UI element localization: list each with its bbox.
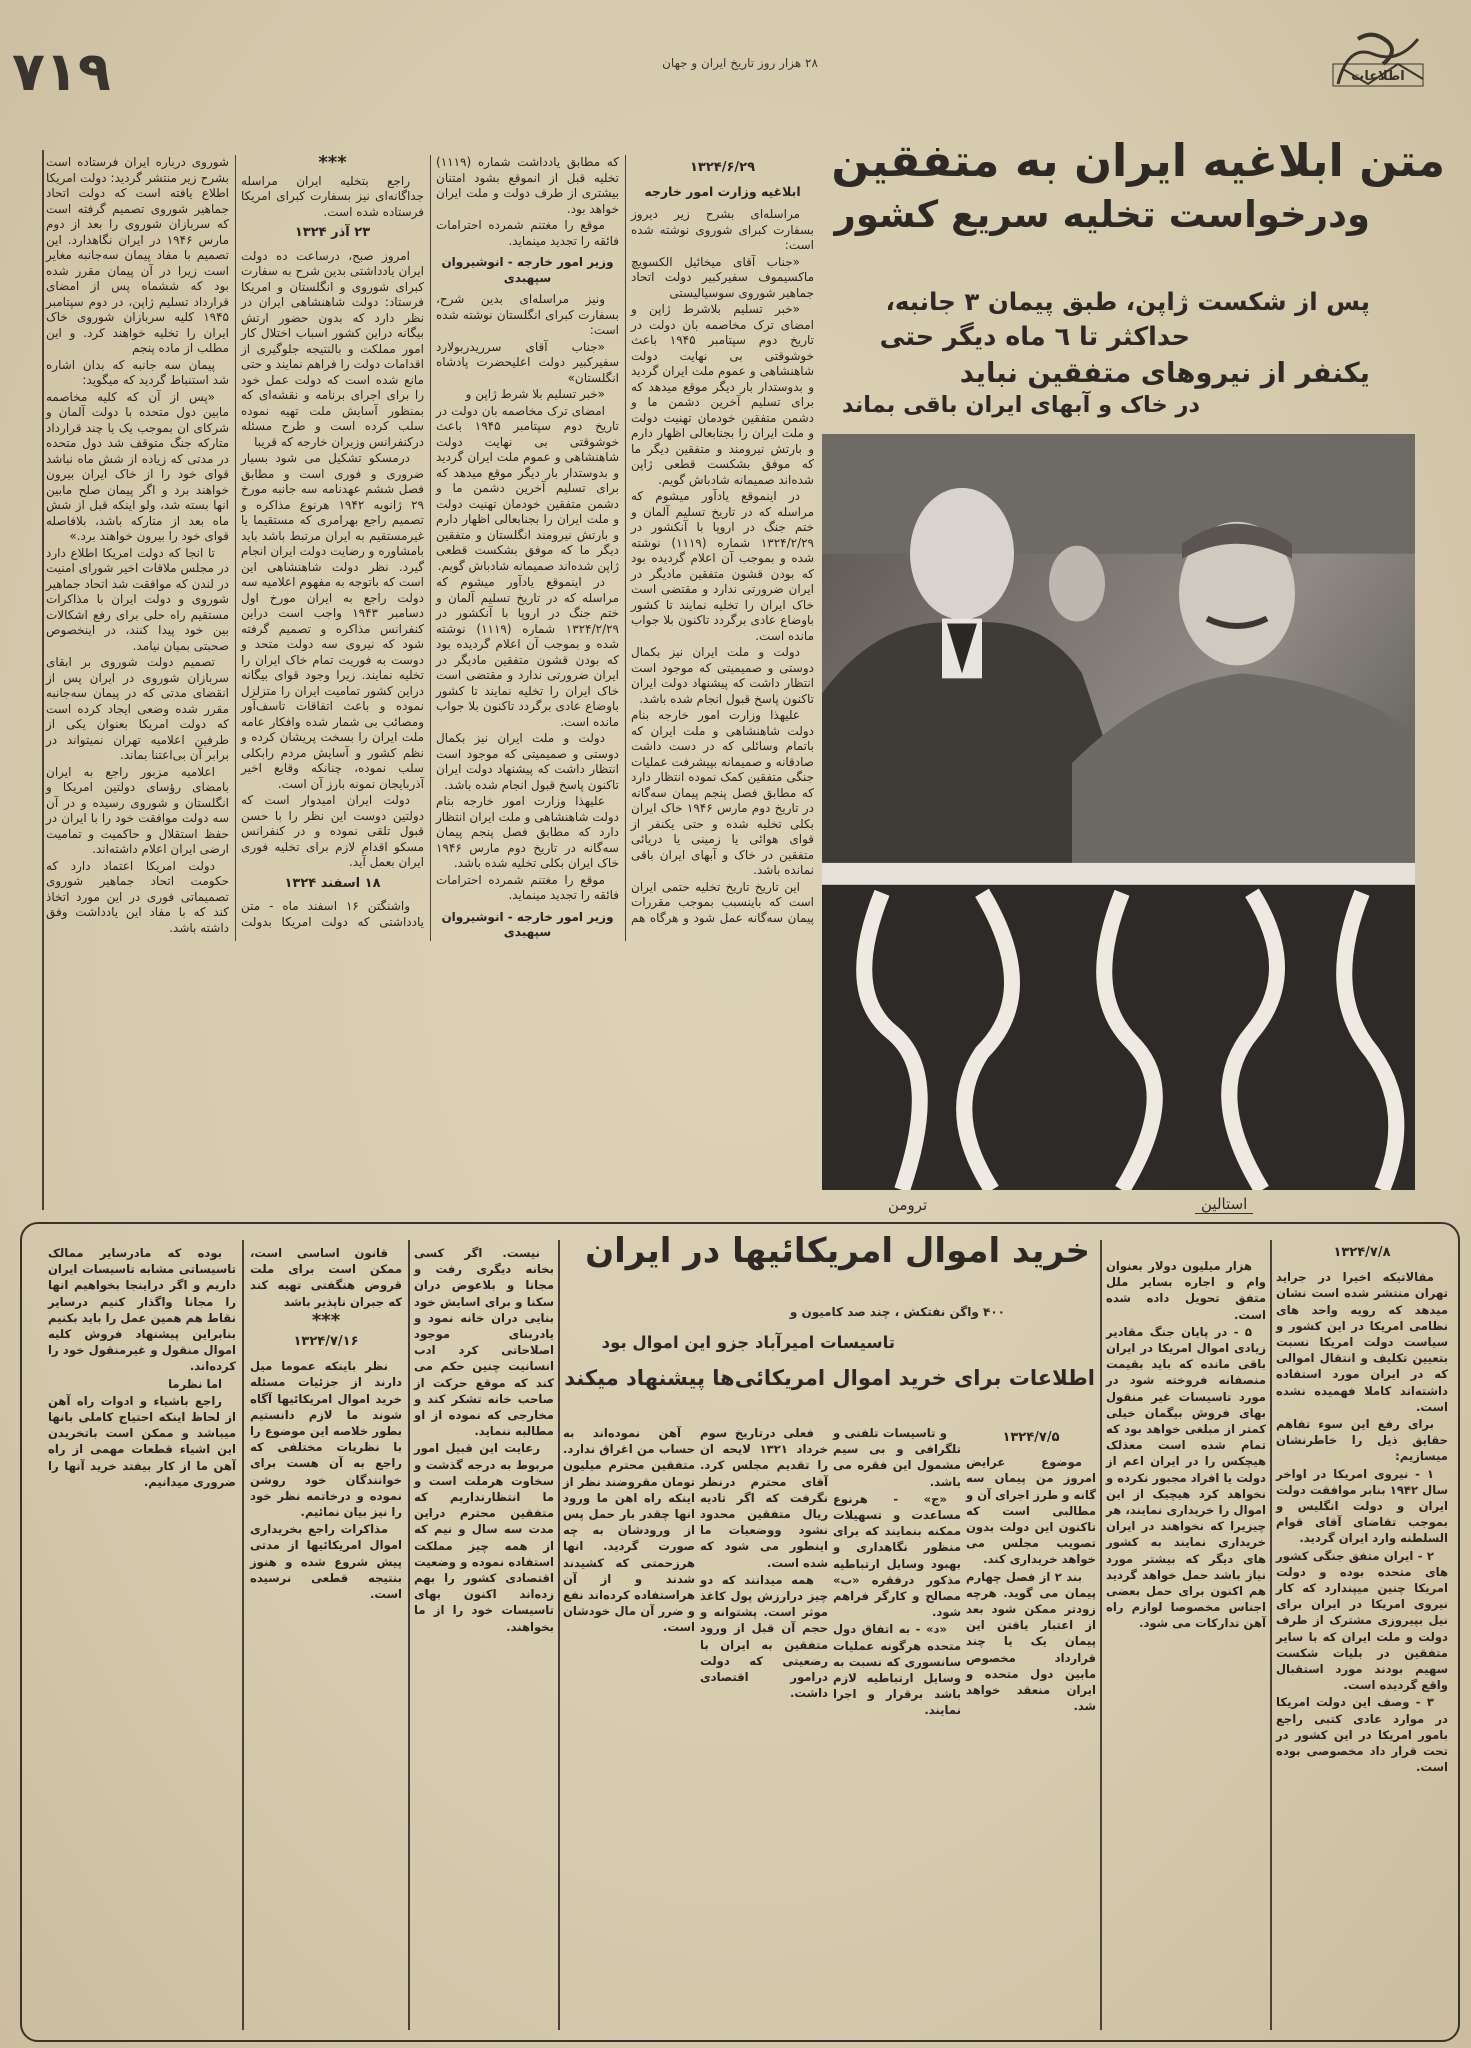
paragraph: موقع را مغتنم شمرده احترامات فائقه را تجدید مینماید. (436, 218, 619, 248)
paragraph: «ج» - هرنوع مساعدت و تسهیلات ممکنه بنمایند که برای منظور نگاهداری و بهبود وسایل ارتباطیه مذکور درفقره «ب» مصالح و کارگر فراهم شود. (833, 1491, 961, 1620)
paragraph: فعلی درتاریخ سوم خرداد ۱۳۲۱ لایحه ان را تقدیم مجلس کرد. آقای محترم درنظر نگرفت که اگر تادیه ریال متفقین محدود نشود ووضعیات ما اینطور می شود که شده است. (700, 1426, 828, 1570)
paragraph: «خبر تسلیم بلا شرط ژاپن و (465, 387, 605, 401)
paragraph: مقالاتیکه اخیرا در جراید تهران منتشر شده است نشان میدهد که رویه واحد های نظامی امریکا در این کشور و سیاست دولت امریکا نسبت بتعیین تکلیف و انتقال اموالی که در ایران مورد استفاده داشته‌اند کاملا فهمیده نشده است. (1276, 1270, 1448, 1414)
column-divider (1270, 1240, 1272, 2030)
paragraph: دولت و ملت ایران نیز بکمال دوستی و صمیمیتی که موجود است انتظار داشت که پیشنهاد دولت ایران تاکنون پاسخ قبول انجام شده باشد. (631, 645, 814, 706)
column-divider (558, 1240, 560, 2030)
paragraph: ۳ - وصف این دولت امریکا در موارد عادی کتبی راجع بامور امریکا در این کشور در تحت قرار داد مخصوصی بوده است. (1276, 1695, 1448, 1775)
section-separator: *** (311, 1309, 341, 1331)
paragraph: پیمان سه جانبه که بدان اشاره شد استنباط گردید که میگوید: (46, 357, 229, 387)
top-headline-line-1: متن ابلاغیه ایران به متفقین (831, 136, 1445, 187)
paragraph: راجع بتخلیه ایران مراسله جداگانه‌ای نیز بسفارت کبرای امریکا فرستاده شده است. (241, 173, 424, 219)
paragraph: رعایت این قبیل امور مربوط به درجه گذشت و سخاوت هرملت است و ما انتظارنداریم که متفقین محترم دراین مدت سه سال و نیم که از همه چیز مملکت استفاده نموده و وضعیت اقتصادی کشور را بهم زده‌اند اکنون بهای تاسیسات خود را از ما بخواهند. (414, 1441, 554, 1634)
paragraph: «د» - به اتفاق دول متحده هرگونه عملیات سانسوری که نسبت به وسایل ارتباطیه لازم باشد برقرار و اجرا نمایند. (833, 1622, 961, 1718)
paragraph: این تاریخ تاریخ تخلیه حتمی ایران است که باینسبب بموجب مقررات پیمان سه‌گانه عمل شود و هرگاه هم که مطابق یادداشت شماره (۱۱۱۹) تخلیه قبل از انموقع بشود امتنان بیشتری از طرف دولت و ملت ایران خواهد بود. (436, 155, 814, 925)
paragraph: و تاسیسات تلفنی و تلگرافی و بی سیم مشمول این فقره می باشد. (833, 1426, 961, 1489)
top-subhead-1: پس از شکست ژاپن، طبق پیمان ۳ جانبه، (885, 287, 1370, 316)
paragraph: «جناب آقای میخائیل الکسویچ ماکسیموف سفیرکبیر دولت اتحاد جماهیر شوروی سوسیالیستی (631, 254, 814, 300)
bottom-column-8 (1106, 1258, 1266, 1633)
bottom-column-3 (414, 1245, 554, 1636)
photo-caption-stalin: استالین (1195, 1195, 1253, 1214)
top-article-columns (46, 152, 814, 941)
paragraph: مذاکرات راجع بخریداری اموال امریکائیها از مدتی پیش شروع شده و هنوز بنتیجه قطعی نرسیده است. (250, 1522, 402, 1602)
article-date: ۱۳۲۴/۶/۲۹ (689, 160, 756, 175)
paragraph: نظر باینکه عموما میل دارند از جزئیات مسئله خرید اموال امریکائیها آگاه شوند ما لازم دانستیم بطور خلاصه این موضوع را با نظریات مختلفی که راجع به آن هست برای خوانندگان خود روشن نموده و درخاتمه نظر خود را نیز بیان نمائیم. (250, 1359, 402, 1520)
column-divider (42, 150, 44, 1210)
paragraph: هزار میلیون دولار بعنوان وام و اجاره بسایر ملل متفق تحویل داده شده است. (1106, 1259, 1266, 1322)
bottom-column-1 (48, 1245, 236, 1491)
bottom-column-7 (966, 1425, 1096, 1715)
top-headline-line-2: ودرخواست تخلیه سریع کشور (834, 193, 1370, 236)
bottom-column-6 (833, 1425, 961, 1720)
paragraph: موقع را مغتنم شمرده احترامات فائقه را تجدید مینماید. (436, 872, 619, 902)
paragraph: در اینموقع یادآور میشوم که مراسله که در تاریخ تسلیم آلمان و ختم جنگ در اروپا با آنکشور در ۱۳۲۴/۲/۲۹ شماره (۱۱۱۹) نوشته شده و بموجب آن اعلام گردیده بود که بودن قشون متفقین مادیگر در ایران ضرورتی ندارد و مقتضی است خاک ایران را تخلیه نمایند تا کشور باوضاع عادی برگردد تاکنون بلا جواب مانده است. (436, 575, 619, 729)
paragraph: واشنگتن ۱۶ اسفند ماه - متن یادداشتی که دولت امریکا بدولت شوروی درباره ایران فرستاده است بشرح زیر منتشر گردید: دولت امریکا اطلاع یافته است که دولت اتحاد جماهیر شوروی تصمیم گرفته است که سربازان شوروی را بعد از دوم مارس ۱۹۴۶ در ایران نگاهدارد. این تصمیم با مفاد پیمان سه‌جانبه مغایر است زیرا در آن پیمان مقرر شده بود که ششماه پس از امضای قرارداد تسلیم ژاپن، در دوم سپتامبر ۱۹۴۵ کلیه سربازان شوروی خاک ایران را تخلیه خواهند کرد. و این مطلب از ماده پنجم (46, 155, 424, 929)
article-date: ۲۳ آذر ۱۳۲۴ (294, 225, 371, 240)
column-divider (242, 1240, 244, 2030)
paragraph: «جناب آقای سرریدربولارد سفیرکبیر دولت اعلیحضرت پادشاه انگلستان» (436, 339, 619, 385)
newspaper-logo (1328, 24, 1433, 94)
paragraph: آهن نموده‌اند به حساب من اغراق ندارد. متفقین محترم میلیون تومان مقروضند نظر از اینکه راه اهن ما ورود انها چقدر بار حمل پس از ورودشان به چه صورت گردید. انها هرزحمتی که کشیدند شدند و از آن هراستفاده کرده‌اند نفع و ضرر آن مال خودشان است. (563, 1426, 695, 1635)
paragraph: راجع باشیاء و ادوات راه آهن از لحاظ اینکه احتیاج کاملی بانها میباشد و ممکن است باتخریدن این اشیاء قطعات مهمی از راه آهن ما از کار بیفتد خرید آنها را ضروری میدانیم. (48, 1393, 236, 1489)
paragraph: در اینموقع یادآور میشوم که مراسله که در تاریخ تسلیم آلمان و ختم جنگ در اروپا با آنکشور در ۱۳۲۴/۲/۲۹ شماره (۱۱۱۹) نوشته شده و بموجب آن اعلام گردیده بود که بودن قشون متفقین مادیگر در ایران ضرورتی ندارد و مقتضی است خاک ایران را تخلیه نمایند تا کشور باوضاع عادی برگردد تاکنون بلا جواب مانده است. (631, 489, 814, 643)
paragraph: درمسکو تشکیل می شود بسیار ضروری و فوری است و مطابق فصل ششم عهدنامه سه جانبه مورخ ۲۹ ژانویه ۱۹۴۲ هرنوع مذاکره و تصمیم راجع بهرامری که مستقیما یا غیرمستقیم به ایران مرتبط باشد باید بامشاوره و رضایت دولت ایران انجام گیرد. نظر دولت شاهنشاهی این است که باتوجه به مفهوم اعلامیه سه دولت راجع به ایران مورخ اول دسامبر ۱۹۴۳ واجب است دراین کنفرانس مذاکره و تصمیم گرفته شود که نیروی سه دولت متحد و دوست به فوریت تمام خاک ایران را تخلیه نمایند. زیرا وجود قوای بیگانه دراین کشور تمامیت ایران را متزلزل نموده و باعث اتفاقات تاسف‌آور ومصائب بی شمار شده وافکار عامه ملت ایران را بسخت پریشان کرده و نظم کشور و آسایش مردم رابکلی سلب نموده، چنانکه وقایع اخیر آذربایجان نمونه بارز آن است. (241, 451, 424, 791)
bottom-column-9 (1276, 1240, 1448, 1777)
page-number: ۷۱۹ (12, 40, 111, 103)
paragraph: ۱ - نیروی امریکا در اواخر سال ۱۹۴۲ بنابر موافقت دولت ایران و دولت انگلیس و بموجب تقاضای آقای قوام السلطنه وارد ایران گردید. (1276, 1466, 1448, 1546)
paragraph: امروز صبح، درساعت ده دولت ایران یادداشتی بدین شرح به سفارت کبرای شوروی و انگلستان و امریکا فرستاد: دولت شاهنشاهی ایران در نظر دارد که بدون حضور ارتش بیگانه دراین کشور اسباب اختلال کار امور مملکت و بالنتیجه جلوگیری از اقدامات دولت را فراهم نمایند و حتی مانع شده است که دولت عمل خود را برای اجرای برنامه و نقشه‌ای که بمنظور آسایش ملت تهیه نموده سلب کرده است و طرح مسئله درکنفرانس وزیران خارجه که قریبا (241, 248, 424, 449)
photo-caption-truman: ترومن (888, 1196, 928, 1214)
paragraph: نیست. اگر کسی بخانه دیگری رفت و مجانا و بلاعوض دران سکنا و برای اسایش خود بنایی دران خانه نمود و یادربنای موجود اصلاحاتی کرد ادب انسانیت چنین حکم می کند که موقع حرکت از صاحب خانه تشکر کند و مخارجی که نموده از او مطالبه ننماید. (414, 1246, 554, 1439)
top-subhead-3: یکنفر از نیروهای متفقین نباید (959, 357, 1370, 389)
paragraph: قانون اساسی است، ممکن است برای ملت قروض هنگفتی تهیه کند که جبران ناپذیر باشد (250, 1246, 402, 1309)
paragraph: اما نظرما (168, 1376, 222, 1391)
bottom-subhead-2: تاسیسات امیرآباد جزو این اموال بود (601, 1333, 895, 1352)
column-divider (1100, 1240, 1102, 2030)
article-date: ۱۳۲۴/۷/۸ (1333, 1245, 1391, 1260)
bottom-column-4 (563, 1425, 695, 1637)
paragraph: مراسله‌ای بشرح زیر دیروز بسفارت کبرای شوروی نوشته شده است: (631, 207, 814, 252)
article-date: ۱۸ اسفند ۱۳۲۴ (284, 875, 381, 891)
signature: وزیر امور خارجه - انوشیروان سپهبدی (441, 255, 614, 285)
bottom-subhead-1: ۴۰۰ واگن نفتکش ، چند صد کامیون و (789, 1305, 1005, 1319)
bottom-headline: خرید اموال امریکائیها در ایران (585, 1231, 1090, 1271)
article-heading: ابلاغیه وزارت امور خارجه (644, 183, 801, 199)
paragraph: بوده که مادرسایر ممالک تاسیساتی مشابه تاسیسات ایران داریم و اگر دراینجا بخواهیم انها را مجانا واگذار کنیم درسایر نقاط هم همین عمل را باید بکنیم بنابراین پیشنهاد فروش کلیه اموال منقول و غیرمنقول خود را کرده‌اند. (48, 1246, 236, 1374)
paragraph: همه میدانند که دو چیز درارزش پول کاغذ موثر است. پشتوانه و حجم آن قبل از ورود متفقین به ایران با رضعیتی که دولت درامور اقتصادی داشت. (700, 1572, 828, 1701)
paragraph: ۵ - در پایان جنگ مقادیر زیادی اموال امریکا در ایران باقی مانده که باید بقیمت منصفانه فروخته شود در مورد تاسیسات غیر منقول بهای فروش بیگمان خیلی کمتر از مبلغی خواهد بود که تمام شده است معذلک هیچکس را در ایران اعم از دولت یا افراد مجبور نکرده و نخواهد کرد هیچیک از این اموال را خریداری نمایند، هر چیزیرا که نخواهند در ایران خریداری نمایند به کشور های دیگر که بیشتر مورد نیاز باشد حمل خواهد گردید هم اکنون برای حمل بعضی اجناس مخصوصا لوازم راه آهن تدارکات می شود. (1106, 1324, 1266, 1631)
paragraph: دولت ایران امیدوار است که دولتین دوست این نظر را با حسن قبول تلقی نموده و در کنفرانس مسکو اقدام لازم برای تخلیه فوری ایران بعمل آید. (241, 793, 424, 869)
paragraph: برای رفع این سوء تفاهم حقایق ذیل را خاطرنشان میسازیم: (1276, 1417, 1448, 1464)
paragraph: علیهذا وزارت امور خارجه بنام دولت شاهنشاهی و ملت ایران انتظار دارد که مطابق فصل پنجم پیمان سه‌گانه در تاریخ دوم مارس ۱۹۴۶ خاک ایران بکلی تخلیه شده باشد. (435, 794, 619, 870)
paragraph: علیهذا وزارت امور خارجه بنام دولت شاهنشاهی و ملت ایران که باتمام وسائلی که در دست داشت صادقانه و صمیمانه بپیشرفت عملیات جنگی متفقین کمک نموده انتظار دارد که مطابق فصل پنجم پیمان سه‌گانه در تاریخ دوم مارس ۱۹۴۶ خاک ایران بکلی تخلیه شده و حتی یکنفر از قوای هوائی یا زمینی یا دریائی متفقین در خاک و آبهای ایران باقی نمانده باشد. (631, 708, 814, 877)
bottom-column-2 (250, 1245, 402, 1603)
bottom-column-5 (700, 1425, 828, 1702)
top-subhead-2: حداکثر تا ٦ ماه دیگر حتی (879, 322, 1190, 352)
bottom-headline-2: اطلاعات برای خرید اموال امریکائی‌ها پیشنهاد میکند (564, 1366, 1095, 1390)
column-divider (408, 1240, 410, 2030)
paragraph: امضای ترک مخاصمه بان دولت در تاریخ دوم سپتامبر ۱۹۴۵ باعث خوشوقتی بی نهایت دولت شاهنشاهی و عموم ملت ایران گردید و بدوستدار بار دیگر موقع میدهد که برای تسلیم آخرین دشمن ما و دشمن متفقین خودمان تهنیت دولت و ملت ایران را بجنابعالی اظهار دارم و بارتش نیرومند انگلستان و متفقین دیگر ما که موفق بشکست قطعی ژاپن شده‌اند صمیمانه شادباش گویم. (436, 403, 619, 573)
signature: وزیر امور خارجه - انوشیروان سپهبدی (441, 909, 614, 939)
section-separator: *** (318, 152, 347, 173)
paragraph: تا انجا که دولت امریکا اطلاع دارد در مجلس ملاقات اخیر شورای امنیت در لندن که موافقت شد اتحاد جماهیر شوروی و دولت ایران با مذاکرات مستقیم راه حلی برای رفع اشکالات بین خود پیدا کنند، در اینخصوص صحبتی بمیان نیامد. (46, 545, 229, 653)
running-title: ۲۸ هزار روز تاریخ ایران و جهان (662, 56, 818, 70)
paragraph: اعلامیه مزبور راجع به ایران بامضای رؤسای دولتین امریکا و انگلستان و شوروی رسیده و در آن سه دولت موافقت خود را با ایران در حفظ استقلال و حاکمیت و تمامیت ارضی ایران اعلام داشته‌اند. (46, 764, 229, 856)
photo-stalin-truman (822, 434, 1415, 1190)
paragraph: ونیز مراسله‌ای بدین شرح، بسفارت کبرای انگلستان نوشته شده است: (436, 292, 619, 337)
paragraph: تصمیم دولت شوروی بر ابقای سربازان شوروی در ایران پس از انقضای مدتی که در پیمان سه‌جانبه مقرر شده وضعی ایجاد کرده است که دولت امریکا بعنوان یکی از طرفین اعلامیه تهران نمیتواند در برابر آن بی‌اعتنا بماند. (46, 655, 229, 762)
paragraph: دولت امریکا اعتماد دارد که حکومت اتحاد جماهیر شوروی تصمیماتی فوری در این مورد اتخاذ کند که با مفاد این یادداشت وفق داشته باشد. (46, 858, 229, 935)
paragraph: موضوع عرایض امروز من پیمان سه گانه و طرز اجرای آن و مطالبی است که تاکنون این دولت بدون تصویب مجلس می خواهد خریداری کند. (966, 1455, 1096, 1567)
paragraph: «پس از آن که کلیه مخاصمه مابین دول متحده با دولت آلمان و شرکای ان بموجب یک یا چند قرارداد متارکه جنگ متوقف شد دول متحده در مدتی که زیاده از شش ماه نباشد قوای خود را از خاک ایران بیرون خواهند برد و اگر پیمان صلح مابین انها بسته شد، ولو اینکه قبل از شش ماه بعد از متارکه باشد، بلافاصله قوای خود را بیرون خواهند برد.» (46, 389, 229, 543)
top-subhead-4: در خاک و آبهای ایران باقی بماند (841, 392, 1200, 418)
logo-text: اطلاعات (1351, 69, 1405, 84)
article-date: ۱۳۲۴/۷/۱۶ (293, 1334, 359, 1350)
paragraph: ۲ - ایران متفق جنگی کشور های متحده بوده و دولت امریکا چنین میپندارد که کار نیروی امریکا در ایران برای نیل بپیروزی مشترک از طرف دولت و ملت ایران که با سایر متفقین در بلیات شکست سهیم بودند مورد استقبال واقع گردیده است. (1276, 1548, 1448, 1693)
paragraph: «خبر تسلیم بلاشرط ژاپن و امضای ترک مخاصمه بان دولت در تاریخ دوم سپتامبر ۱۹۴۵ باعث خوشوقتی بی نهایت دولت شاهنشاهی و عموم ملت ایران گردید و بدوستدار بار دیگر موقع میدهد که برای تسلیم آخرین دشمن ما و دشمن متفقین خودمان تهنیت دولت و ملت ایران را بجنابعالی اظهار دارم و بارتش نیرومند و متفقین دیگر ما که موفق بشکست قطعی ژاپن شده‌اند صمیمانه شادباش گویم. (631, 302, 814, 487)
paragraph: دولت و ملت ایران نیز بکمال دوستی و صمیمیتی که موجود است انتظار داشت که پیشنهاد دولت ایران تاکنون پاسخ قبول انجام شده باشد. (436, 731, 619, 792)
paragraph: بند ۲ از فصل چهارم پیمان می گوید. هرچه زودتر ممکن شود بعد از اعتبار یافتن این پیمان یک یا چند قرارداد مخصوص مابین دول متحده و ایران منعقد خواهد شد. (966, 1569, 1096, 1714)
article-date: ۱۳۲۴/۷/۵ (1002, 1430, 1060, 1445)
